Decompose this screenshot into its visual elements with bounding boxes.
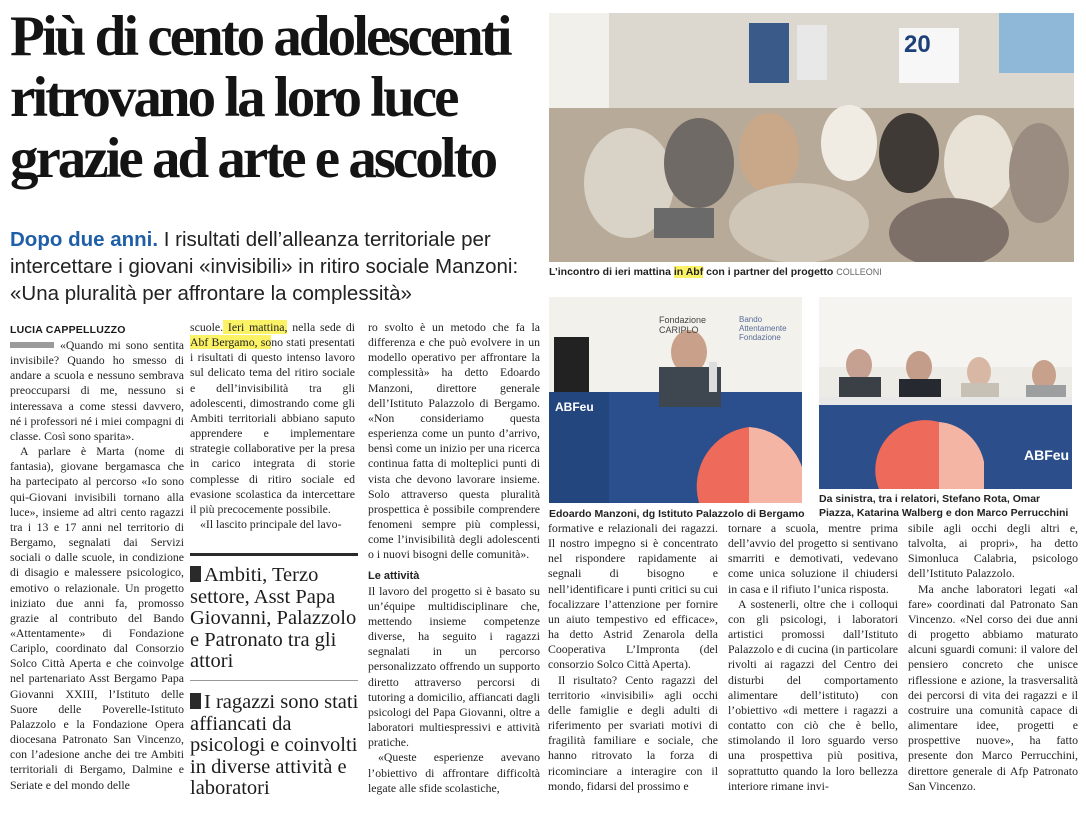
article-column-6 [908,521,1078,794]
highlighted-text: Abf Bergamo, so [190,335,272,350]
main-photo-caption [549,265,1074,279]
logo-bando: Bando Attentamente Fondazione [739,315,787,342]
paragraph: Ma anche laboratori legati «al fare» coordinati dal Patronato San Vincenzo. «Nel corso dei due anni di progetto abbiamo maturato alcuni sguardi comuni: il valore del pensiero concreto che unisce riflessione e azione, la trasversalità dei percorsi di vita dei ragazzi e il costruire una comunità capace di alimentare idee, progetti e prospettive nuove», ha fatto presente don Marco Perrucchini, direttore generale di Afp Patronato San Vincenzo. [908,581,1078,793]
logo-cariplo: Fondazione CARIPLO [659,315,707,335]
photo-caption-right: Da sinistra, tra i relatori, Stefano Rota, Omar Piazza, Katarina Walberg e don Marco Perrucchini [819,493,1069,519]
paragraph: ro svolto è un metodo che fa la differenza e che può evolvere in un modello operativo per affrontare la complessità» ha detto Edoardo Manzoni, direttore generale dell’Istituto Palazzolo di Bergamo. «Non consideriamo questa esperienza come un punto d’arrivo, bensì come un inizio per una ricerca continua fatta di molteplici punti di vista che devono lavorare insieme. Solo attraverso questa pluralità prospettica è possibile comprendere fenomeni sempre più complessi, come l’invisibilità degli adolescenti o i nuovi bisogni delle comunità». [368,320,540,562]
paragraph: A sostenerli, oltre che i colloqui con gli psicologi, i laboratori artistici promossi dall’Istituto Palazzolo e di cucina (in particolare rivolti ai ragazzi del Centro dei disturbi del comportamento alimentare dell’istituto) con l’obiettivo «di mettere i ragazzi a contatto con ciò che è bello, stimolando il loro sguardo verso una prospettiva più positiva, soprattutto quando la loro bellezza interiore rimane invi- [728,596,898,793]
paragraph [190,320,355,517]
logo-abf: ABFeu [555,400,594,414]
pull-quote-1 [190,565,360,673]
pull-quote-text: Ambiti, Terzo settore, Asst Papa Giovanni, Palazzolo e Patronato tra gli attori [190,564,357,672]
paragraph: «Queste esperienze avevano l’obiettivo di affrontare difficoltà legate alle sfide scolastiche, [368,750,540,795]
paragraph: A parlare è Marta (nome di fantasia), giovane bergamasca che ha partecipato al percorso «Io sono qui-Giovani invisibili tornano alla luce», insieme ad altri cento ragazzi tra i 13 e 17 anni nel territorio di Bergamo, segnalati dai Servizi sociali o dalle scuole, in condizione di disagio e malessere psicologico, emotivo o relazionale. Un progetto iniziato due anni fa, promosso grazie al contributo del Bando «Attentamente» di Fondazione Cariplo, coordinato dal Consorzio Solco Città Aperta e che coinvolge nel partenariato Asst Bergamo Papa Giovanni XXIII, l’Istituto delle Suore delle Poverelle-Istituto Palazzolo e la Fondazione Opera diocesana Patronato San Vincenzo, con l’adesione anche dei tre Ambiti territoriali di Bergamo, Dalmine e Seriate e del mondo delle [10,444,184,792]
main-photo [549,13,1074,262]
photo-credit: COLLEONI [836,267,882,277]
paragraph: «Quando mi sono sentita invisibile? Quando ho smesso di andare a scuola e nessuno sembrava preoccuparsi di me, nessuno si interessava a come stessi davvero, né i professori né i miei compagni di classe. Così sono sparita». [10,338,184,443]
event-banner-20: 20 [904,31,931,58]
photo-edoardo-manzoni [549,297,802,503]
pull-quote-text: I ragazzi sono stati affiancati da psicologi e coinvolti in diverse attività e laboratori [190,691,359,799]
pull-quote-rule [190,553,358,556]
article-column-5 [728,521,898,794]
article-column-2 [190,320,355,532]
paragraph: Il lavoro del progetto si è basato su un’équipe multidisciplinare che, mettendo insieme competenze diverse, ha seguito i ragazzi segnalati in un percorso personalizzato offrendo un supporto diretto attraverso percorsi di tutoring a domicilio, affiancati dagli psicologi del Papa Giovanni, oltre a laboratori multiespressivi e attività pratiche. [368,583,540,750]
article-column-1 [10,338,184,793]
photo-caption-left: Edoardo Manzoni, dg Istituto Palazzolo di Bergamo [549,508,805,520]
headline: Più di cento adolescenti ritrovano la loro luce grazie ad arte e ascolto [10,5,510,190]
section-heading: Le attività [368,569,420,582]
highlighted-text: in Abf [673,266,704,278]
pull-quote-2 [190,692,360,800]
text-fragment: scuole. [190,320,224,334]
paragraph: formative e relazionali dei ragazzi. Il nostro impegno si è concentrato nel rispondere rapidamente ai segnali di bisogno e nell’identificare i punti critici su cui focalizzare l’attenzione per fornire un aiuto tempestivo ed efficace», ha detto Astrid Zenarola della Cooperativa L’Impronta (del consorzio Solco Città Aperta). [548,521,719,672]
subheadline [10,226,540,307]
article-column-4 [548,521,718,794]
article-column-3 [368,320,540,796]
photo-speakers-panel [819,297,1072,489]
text-fragment: nella sede di [287,320,355,334]
pull-quote-divider [190,680,358,681]
byline: LUCIA CAPPELLUZZO [10,324,126,336]
paragraph: Il risultato? Cento ragazzi del territorio «invisibili» agli occhi delle famiglie e degli adulti di riferimento per svariati motivi di fragilità familiare e sociale, che hanno ritrovato la forza di ricominciare a interagire con il mondo, fidarsi del prossimo e [548,672,718,793]
square-bullet-icon [190,566,201,582]
square-bullet-icon [190,693,201,709]
paragraph: «Il lascito principale del lavo- [200,517,342,532]
highlighted-text: Ieri mattina, [223,320,288,334]
subhead-kicker: Dopo due anni. [10,228,159,251]
text-fragment: no stati presentati i risultati di questo intenso lavoro sul delicato tema del ritiro sociale e dell’invisibilità tra gli adolescenti, dimostrando come gli Ambiti territoriali abbiano saputo apprendere e implementare strategie collaborative per la presa in carico integrata di storie complesse di ritiro sociale ed evasione scolastica da intercettare il più precocemente possibile. [190,335,355,516]
logo-abf: ABFeu [1024,447,1070,463]
paragraph: tornare a scuola, mentre prima dell’avvio del progetto si sentivano smarriti e demotivati, vedevano come unica soluzione il chiudersi in casa e il rifiuto l’unica risposta. [728,521,898,596]
subhead-text: I risultati dell’alleanza territoriale per intercettare i giovani «invisibili» in ritiro sociale Manzoni: «Una pluralità per affrontare la complessità» [10,228,519,305]
caption-text: con i partner del progetto [703,266,834,278]
caption-text: L’incontro di ieri mattina [549,266,674,278]
paragraph: sibile agli occhi degli altri e, talvolta, ai propri», ha detto Simonluca Calabria, psicologo dell’Istituto Palazzolo. [908,521,1078,581]
